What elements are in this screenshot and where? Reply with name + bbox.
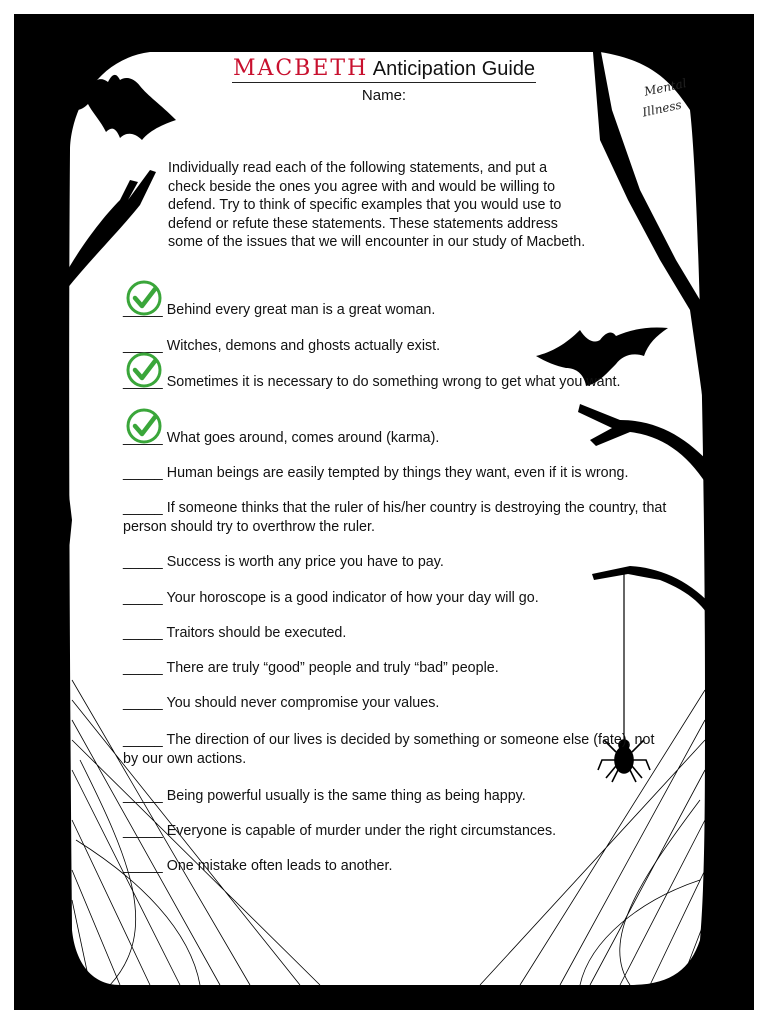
answer-blank[interactable]: _____ [123,625,163,641]
statement-text: Witches, demons and ghosts actually exist. [162,338,441,354]
check-mark [135,417,155,434]
statement-item [123,553,668,572]
name-label: Name: [361,87,407,104]
statement-text: Being powerful usually is the same thing as being happy. [162,788,526,804]
check-mark [135,289,155,306]
annotation-line-1: Mental [642,76,688,99]
statement-item [123,464,668,483]
statement-text: There are truly “good” people and truly “bad” people. [162,660,499,676]
statement-item [123,624,668,643]
title-play-name: MACBETH [232,56,369,81]
answer-blank[interactable]: _____ [123,695,163,711]
statement-item [123,373,668,392]
answer-blank[interactable]: _____ [123,430,163,446]
statement-text: What goes around, comes around (karma). [162,430,440,446]
statement-text: Your horoscope is a good indicator of how your day will go. [162,590,539,606]
page-title [0,56,768,83]
answer-blank[interactable]: _____ [123,858,163,874]
statement-item [123,694,668,713]
statement-text: Traitors should be executed. [162,625,347,641]
statement-item [123,731,668,768]
title-underline [232,56,536,83]
statement-text: The direction of our lives is decided by something or someone else (fate), not by our own actions. [123,732,655,767]
statement-item [123,659,668,678]
instructions-paragraph: Individually read each of the following statements, and put a check beside the ones you agree with and would be willing to defend. Try to think of specific examples that you would use to defend or refute these statements. These statements address some of the issues that we will encounter in our study of Macbeth. [168,160,586,250]
answer-blank[interactable]: _____ [123,788,163,804]
answer-blank[interactable]: _____ [123,660,163,676]
check-mark [135,361,155,378]
answer-blank[interactable]: _____ [123,465,163,481]
statement-item [123,822,668,841]
answer-blank[interactable]: _____ [123,374,163,390]
statement-text: One mistake often leads to another. [162,858,393,874]
answer-blank[interactable]: _____ [123,590,163,606]
check-icon [125,407,163,445]
statement-item [123,589,668,608]
statement-text: Success is worth any price you have to pay. [162,554,444,570]
annotation-line-2: Illness [641,97,683,120]
answer-blank[interactable]: _____ [123,302,163,318]
answer-blank[interactable]: _____ [123,500,163,516]
statement-item [123,429,668,448]
statement-item [123,857,668,876]
title-rest: Anticipation Guide [368,58,536,80]
statement-text: Sometimes it is necessary to do something wrong to get what you want. [162,374,621,390]
answer-blank[interactable]: _____ [123,732,163,748]
answer-blank[interactable]: _____ [123,823,163,839]
statement-item [123,499,668,536]
statement-text: You should never compromise your values. [162,695,440,711]
answer-blank[interactable]: _____ [123,554,163,570]
answer-blank[interactable]: _____ [123,338,163,354]
check-icon [125,279,163,317]
statement-text: Human beings are easily tempted by things they want, even if it is wrong. [162,465,629,481]
statement-text: Behind every great man is a great woman. [162,302,436,318]
statement-text: If someone thinks that the ruler of his/her country is destroying the country, that person should try to overthrow the ruler. [123,500,667,535]
statement-item [123,301,668,320]
check-icon [125,351,163,389]
statement-item [123,337,668,356]
statement-item [123,787,668,806]
statement-text: Everyone is capable of murder under the right circumstances. [162,823,557,839]
